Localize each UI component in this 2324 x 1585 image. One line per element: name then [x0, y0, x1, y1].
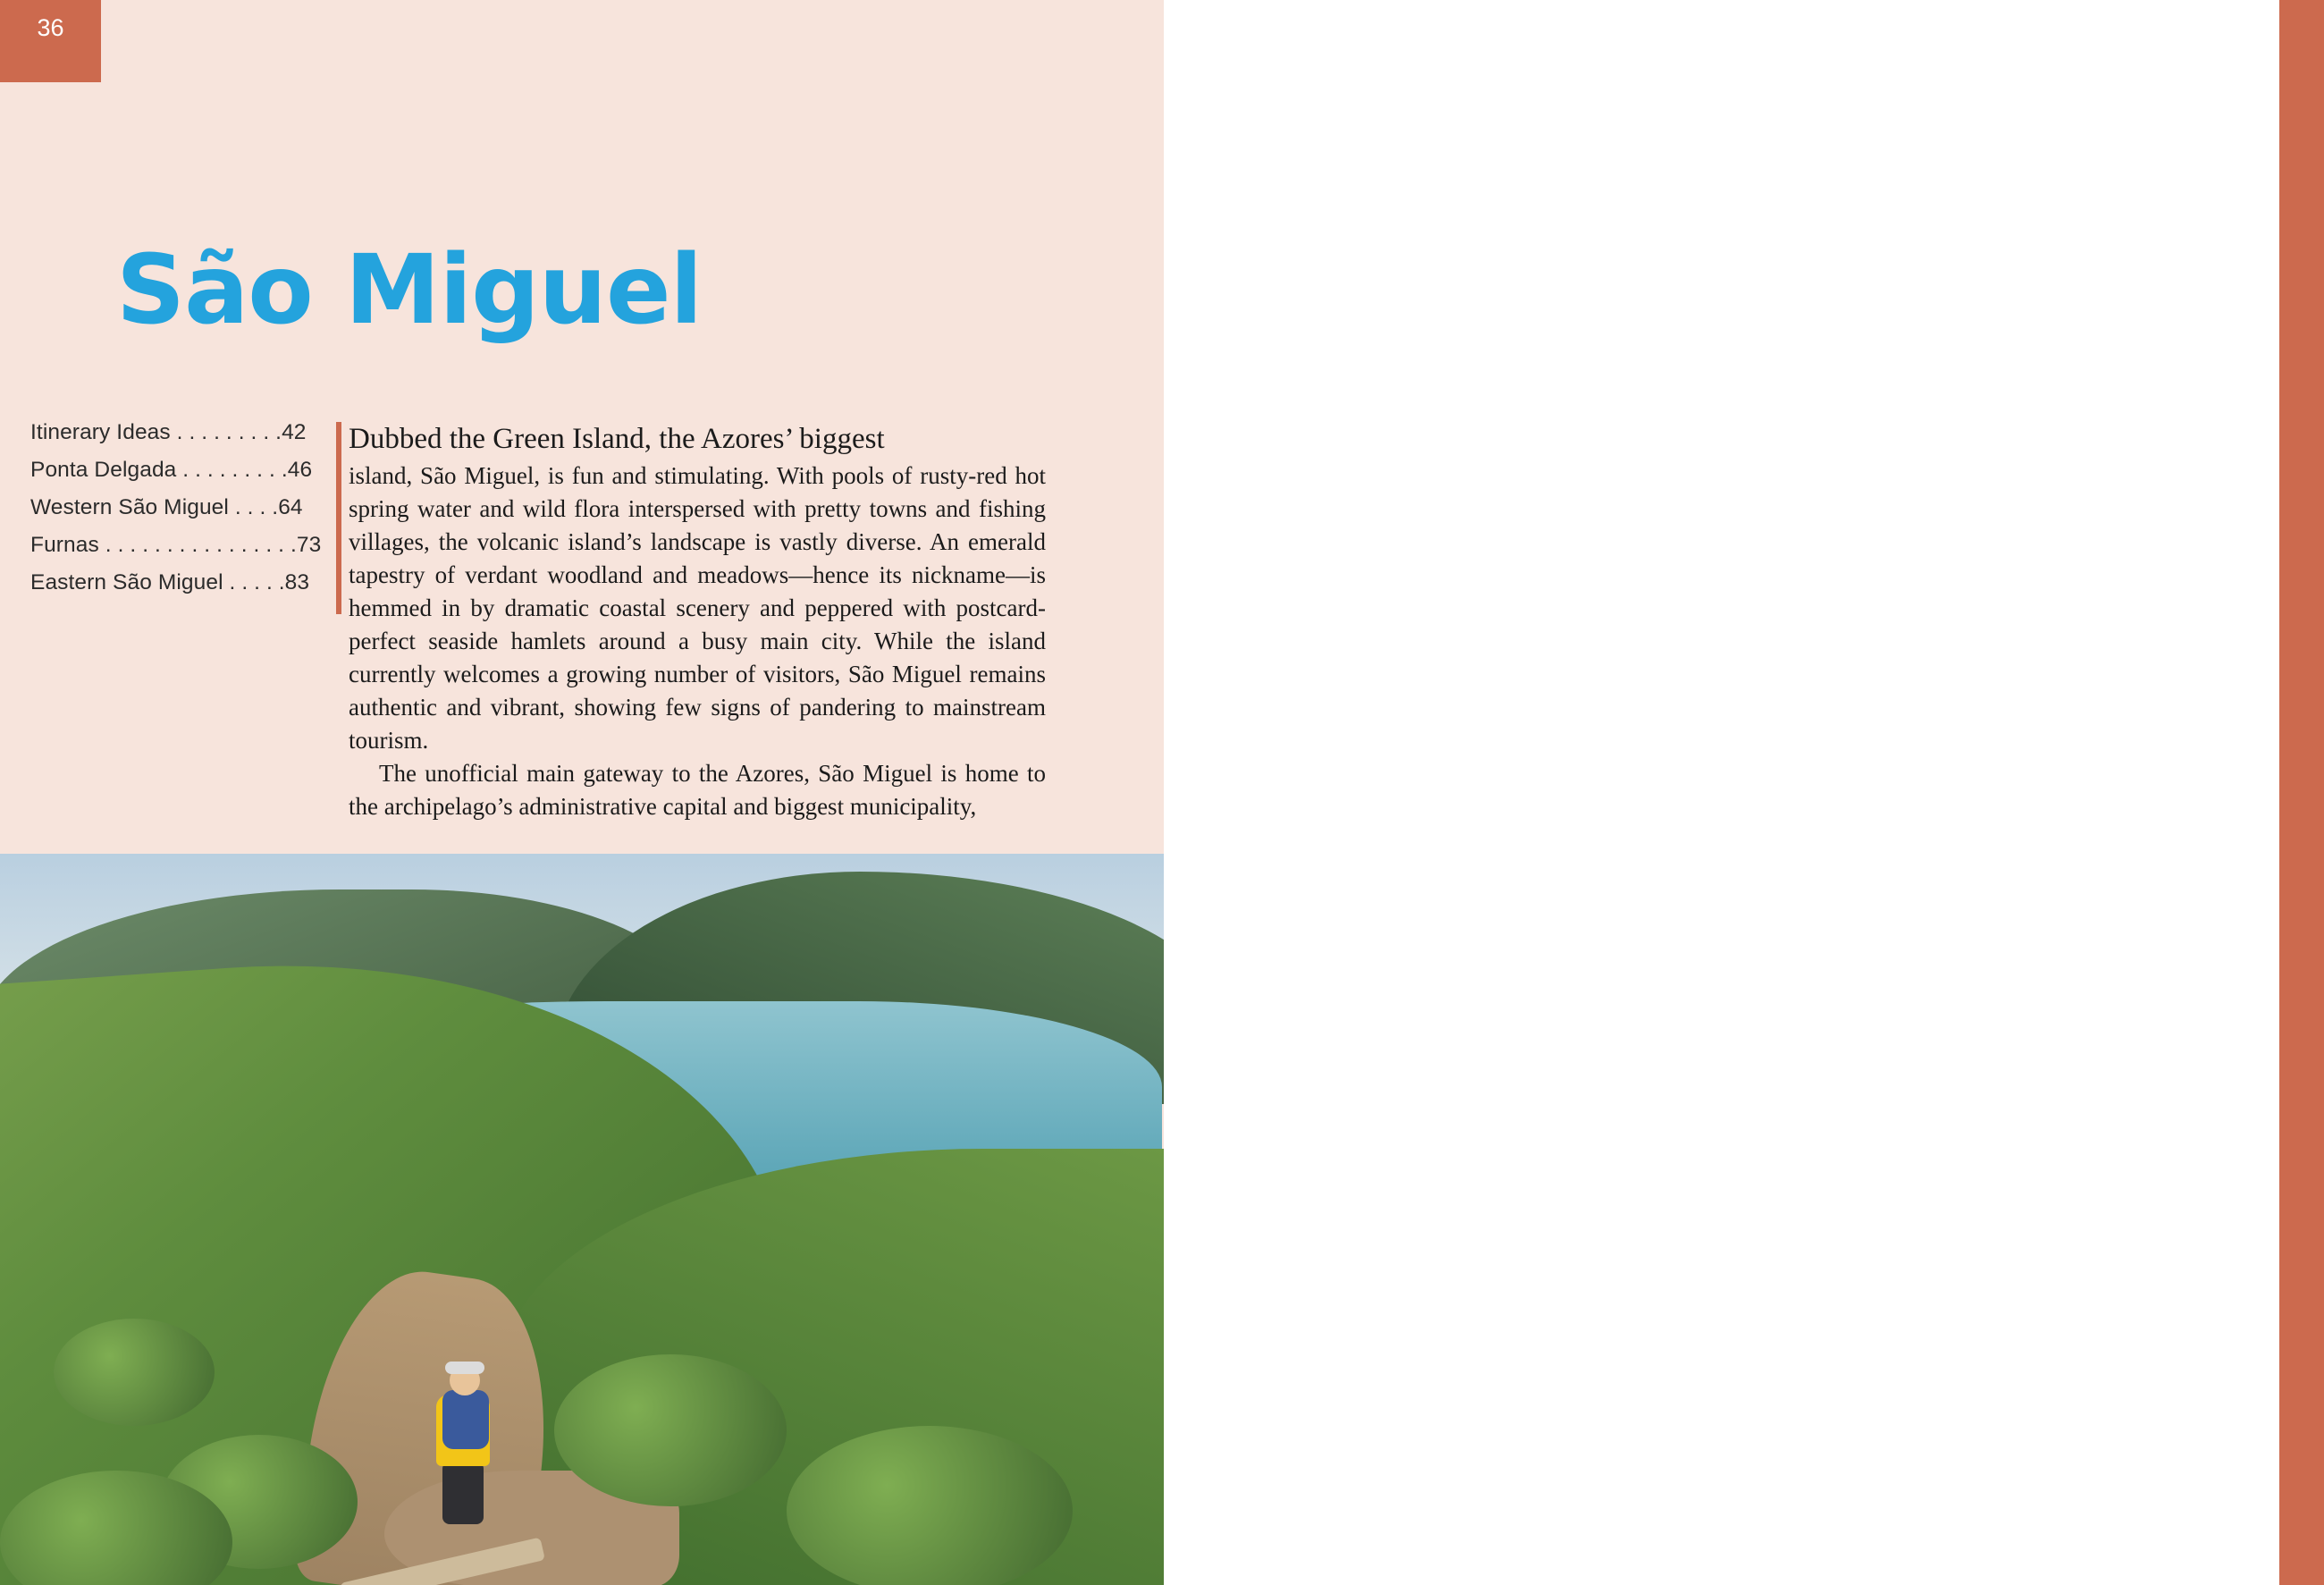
right-page — [1164, 0, 2324, 1585]
intro-paragraph-1: island, São Miguel, is fun and stimulating. With pools of rusty-red hot spring water and wild flora interspersed with pretty towns and fishing villages, the volcanic island’s landscape is vastly diverse. An emerald tapestry of verdant woodland and meadows—hence its nickname—is hemmed in by dramatic coastal scenery and peppered with postcard-perfect seaside hamlets around a busy main city. While the island currently welcomes a growing number of visitors, São Miguel remains authentic and vibrant, showing few signs of pandering to mainstream tourism. — [349, 462, 1046, 755]
toc-item[interactable]: Ponta Delgada . . . . . . . . .46 — [30, 458, 313, 482]
page-edge-band — [2279, 0, 2324, 1585]
bush — [787, 1426, 1073, 1585]
intro-lead: Dubbed the Green Island, the Azores’ biggest — [349, 423, 885, 455]
toc-item[interactable]: Furnas . . . . . . . . . . . . . . . .73 — [30, 533, 322, 557]
hiker-legs — [442, 1462, 484, 1524]
page-title: São Miguel — [116, 235, 703, 346]
hiker-backpack — [442, 1390, 489, 1449]
page-number-tab — [0, 0, 101, 82]
bush — [554, 1354, 787, 1506]
intro-paragraph-2: The unofficial main gateway to the Azores, São Miguel is home to the archipelago’s administrative capital and biggest municipality, — [349, 760, 1046, 821]
bush — [54, 1319, 215, 1426]
table-of-contents — [30, 420, 322, 608]
hiker-hat — [445, 1362, 484, 1374]
intro-rule — [336, 422, 341, 614]
hiker-trail-photo — [0, 854, 1164, 1585]
page-number: 36 — [37, 14, 64, 41]
intro-body — [349, 459, 1046, 823]
toc-item[interactable]: Eastern São Miguel . . . . .83 — [30, 570, 310, 594]
toc-item[interactable]: Western São Miguel . . . .64 — [30, 495, 303, 519]
toc-item[interactable]: Itinerary Ideas . . . . . . . . .42 — [30, 420, 307, 444]
intro-column — [349, 420, 1046, 823]
